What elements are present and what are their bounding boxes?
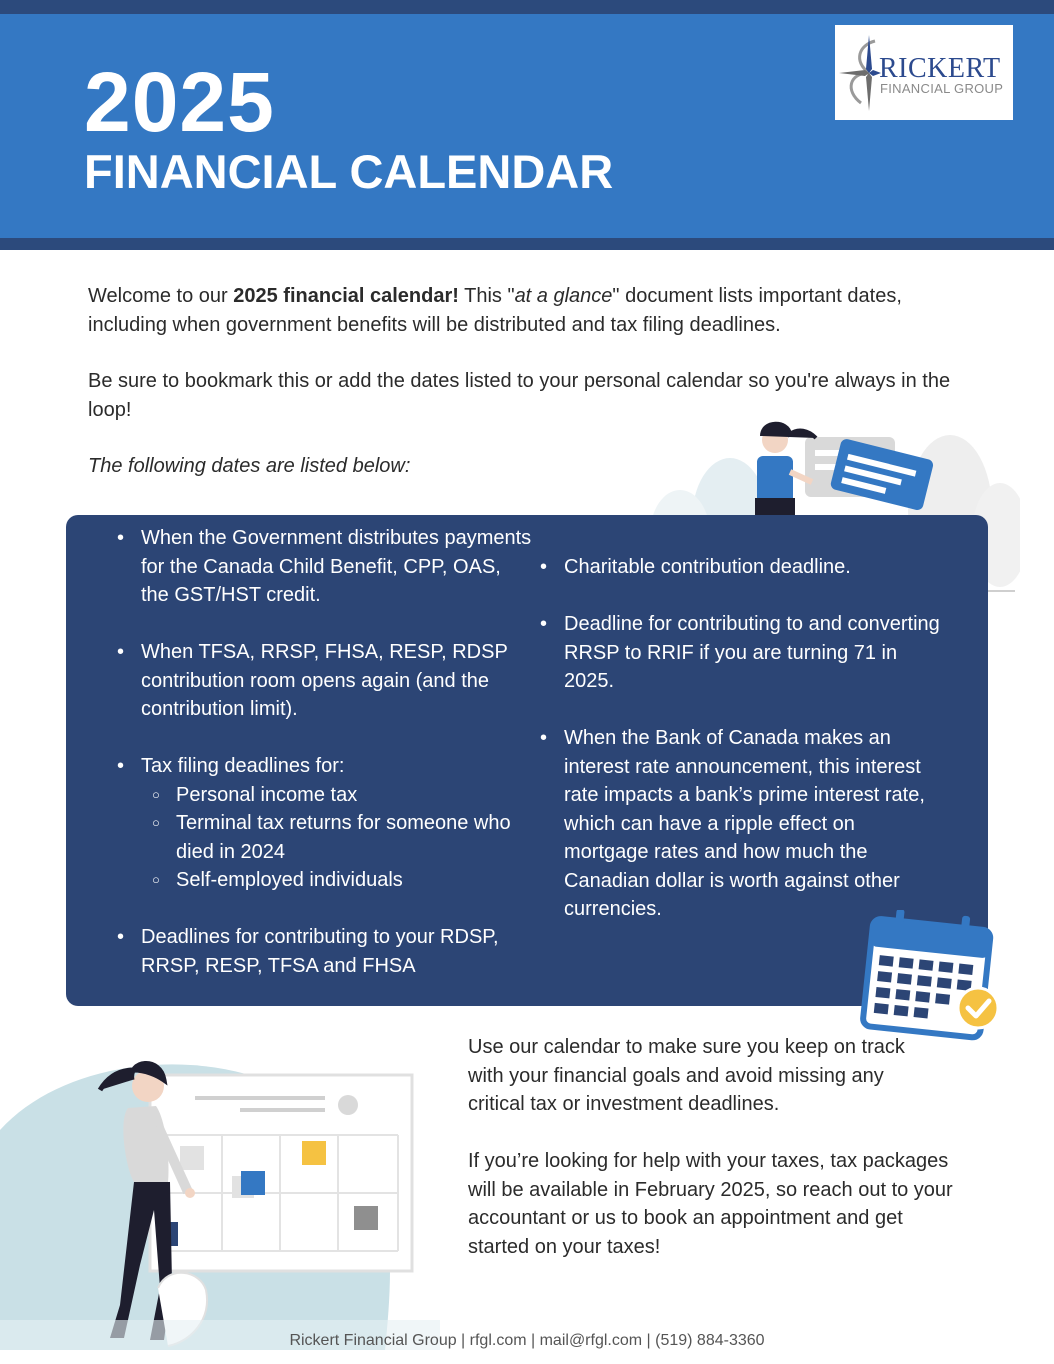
- logo-name: RICKERT: [879, 53, 1001, 84]
- logo-tagline: FINANCIAL GROUP: [880, 81, 1004, 96]
- header-bottom-band: [0, 238, 1054, 250]
- list-item: • Deadlines for contributing to your RDSP, RRSP, RESP, TFSA and FHSA: [141, 923, 533, 980]
- page-title: FINANCIAL CALENDAR: [84, 145, 614, 198]
- list-item-text: Tax filing deadlines for:: [141, 755, 345, 777]
- list-item: • Charitable contribution deadline.: [564, 553, 944, 582]
- list-item: • When TFSA, RRSP, FHSA, RESP, RDSP contribution room opens again (and the contribution limit).: [141, 638, 533, 724]
- closing-paragraph-1: Use our calendar to make sure you keep on track with your financial goals and avoid missing any critical tax or investment deadlines.: [468, 1036, 905, 1115]
- list-item: • Deadline for contributing to and converting RRSP to RRIF if you are turning 71 in 2025.: [564, 610, 944, 696]
- calendar-check-icon: [860, 910, 1005, 1045]
- sub-list-item: ○ Self-employed individuals: [176, 866, 533, 895]
- woman-at-calendar-board-illustration: [0, 1050, 440, 1350]
- footer-contact: Rickert Financial Group | rfgl.com | mail@rfgl.com | (519) 884-3360: [289, 1332, 765, 1349]
- company-logo: [835, 25, 1013, 120]
- intro-paragraph-1: Welcome to our 2025 financial calendar! This "at a glance" document lists important dates, including when government benefits will be distributed and tax filing deadlines.: [88, 285, 902, 336]
- list-item: • When the Bank of Canada makes an interest rate announcement, this interest rate impacts a bank’s prime interest rate, which can have a ripple effect on mortgage rates and how much the Canadian dollar is worth against other currencies.: [564, 724, 944, 924]
- panel-right-column: [564, 553, 944, 952]
- intro-italic: at a glance: [514, 285, 613, 307]
- header-year: 2025: [84, 55, 275, 149]
- list-item: • When the Government distributes payments for the Canada Child Benefit, CPP, OAS, the GST/HST credit.: [141, 524, 533, 610]
- intro-paragraph-3: The following dates are listed below:: [88, 455, 411, 477]
- intro-highlight: 2025 financial calendar!: [233, 285, 459, 307]
- closing-paragraph-2: If you’re looking for help with your taxes, tax packages will be available in February 2025, so reach out to your accountant or us to book an appointment and get started on your taxes!: [468, 1150, 953, 1258]
- panel-left-column: [141, 524, 533, 1009]
- list-item: [141, 752, 533, 895]
- header-top-band: [0, 0, 1054, 14]
- intro-paragraph-2: Be sure to bookmark this or add the dates listed to your personal calendar so you're always in the loop!: [88, 370, 951, 421]
- sub-list: [176, 781, 533, 895]
- sub-list-item: ○ Terminal tax returns for someone who died in 2024: [176, 809, 533, 866]
- sub-list-item: ○ Personal income tax: [176, 781, 533, 810]
